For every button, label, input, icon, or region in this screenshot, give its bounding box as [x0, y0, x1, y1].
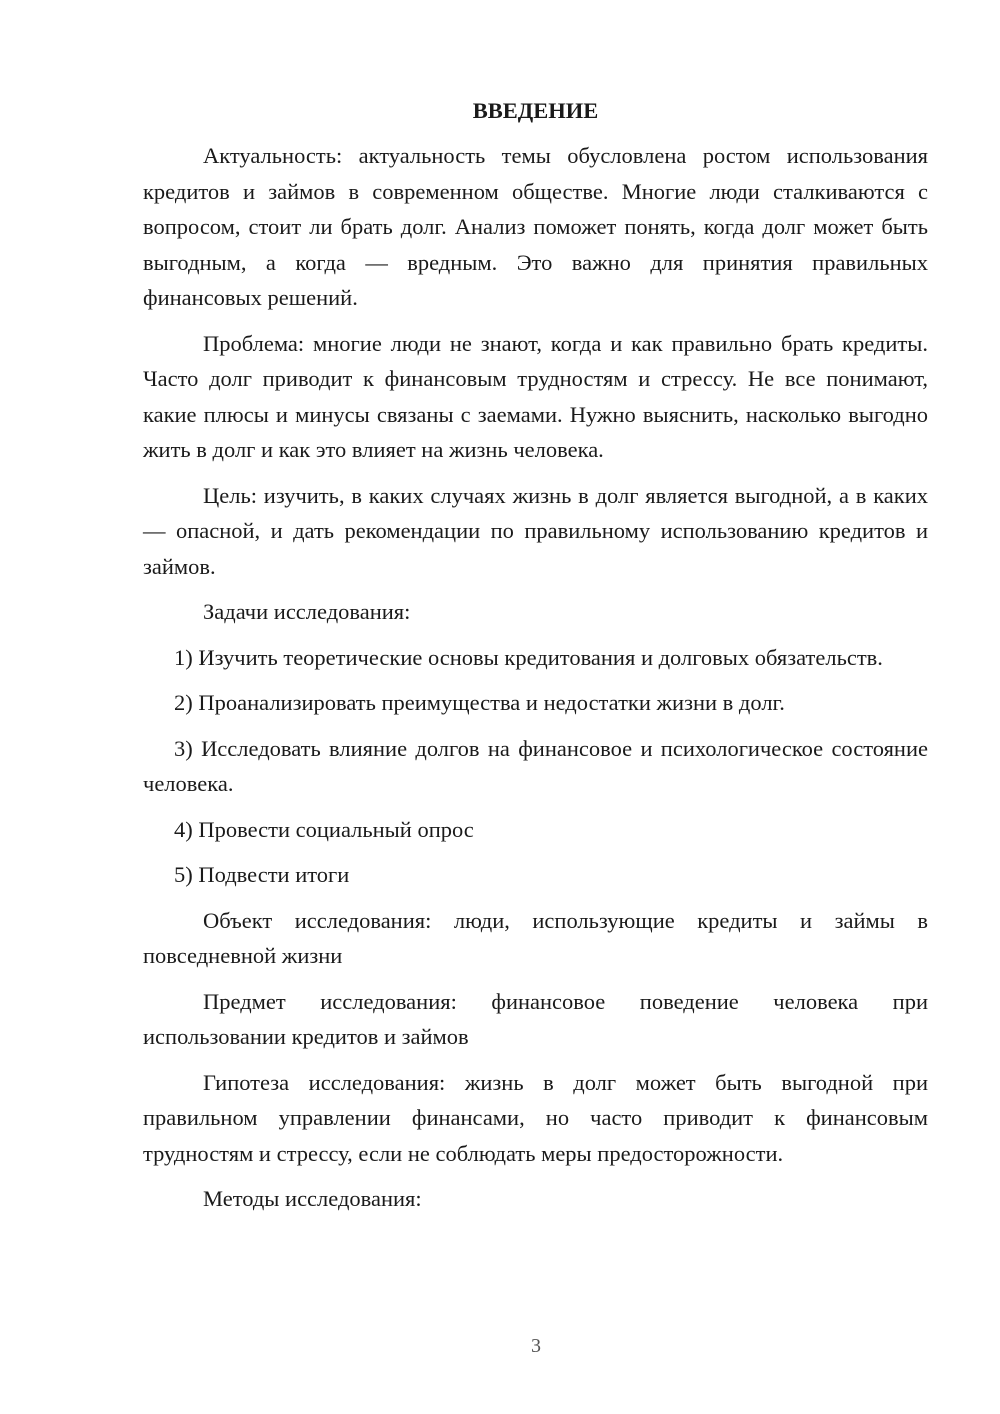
- page-content: [143, 93, 928, 1227]
- task-item-1: 1) Изучить теоретические основы кредитования и долговых обязательств.: [174, 644, 883, 670]
- paragraph-relevance: Актуальность: актуальность темы обусловлена ростом использования кредитов и займов в современном обществе. Многие люди сталкиваются с вопросом, стоит ли брать долг. Анализ поможет понять, когда долг может быть выгодным, а когда — вредным. Это важно для принятия правильных финансовых решений.: [143, 143, 928, 310]
- task-item-2: 2) Проанализировать преимущества и недостатки жизни в долг.: [174, 690, 785, 715]
- paragraph-subject: Предмет исследования: финансовое поведение человека при использовании кредитов и займов: [143, 988, 928, 1049]
- paragraph-object: Объект исследования: люди, использующие кредиты и займы в повседневной жизни: [143, 907, 928, 968]
- paragraph-hypothesis: Гипотеза исследования: жизнь в долг может быть выгодной при правильном управлении финансами, но часто приводит к финансовым трудностям и стрессу, если не соблюдать меры предосторожности.: [143, 1069, 928, 1166]
- paragraph-goal: Цель: изучить, в каких случаях жизнь в долг является выгодной, а в каких — опасной, и дать рекомендации по правильному использованию кредитов и займов.: [143, 482, 928, 579]
- task-item-4: 4) Провести социальный опрос: [174, 816, 474, 842]
- paragraph-problem: Проблема: многие люди не знают, когда и как правильно брать кредиты. Часто долг приводит к финансовым трудностям и стрессу. Не все понимают, какие плюсы и минусы связаны с заемами. Нужно выяснить, насколько выгодно жить в долг и как это влияет на жизнь человека.: [143, 330, 928, 462]
- page-number: 3: [531, 1335, 541, 1357]
- paragraph-tasks-heading: Задачи исследования:: [203, 599, 411, 624]
- task-item-3: 3) Исследовать влияние долгов на финансовое и психологическое состояние человека.: [143, 735, 928, 796]
- page-title: ВВЕДЕНИЕ: [472, 98, 599, 123]
- paragraph-methods: Методы исследования:: [203, 1186, 422, 1211]
- task-item-5: 5) Подвести итоги: [174, 862, 350, 887]
